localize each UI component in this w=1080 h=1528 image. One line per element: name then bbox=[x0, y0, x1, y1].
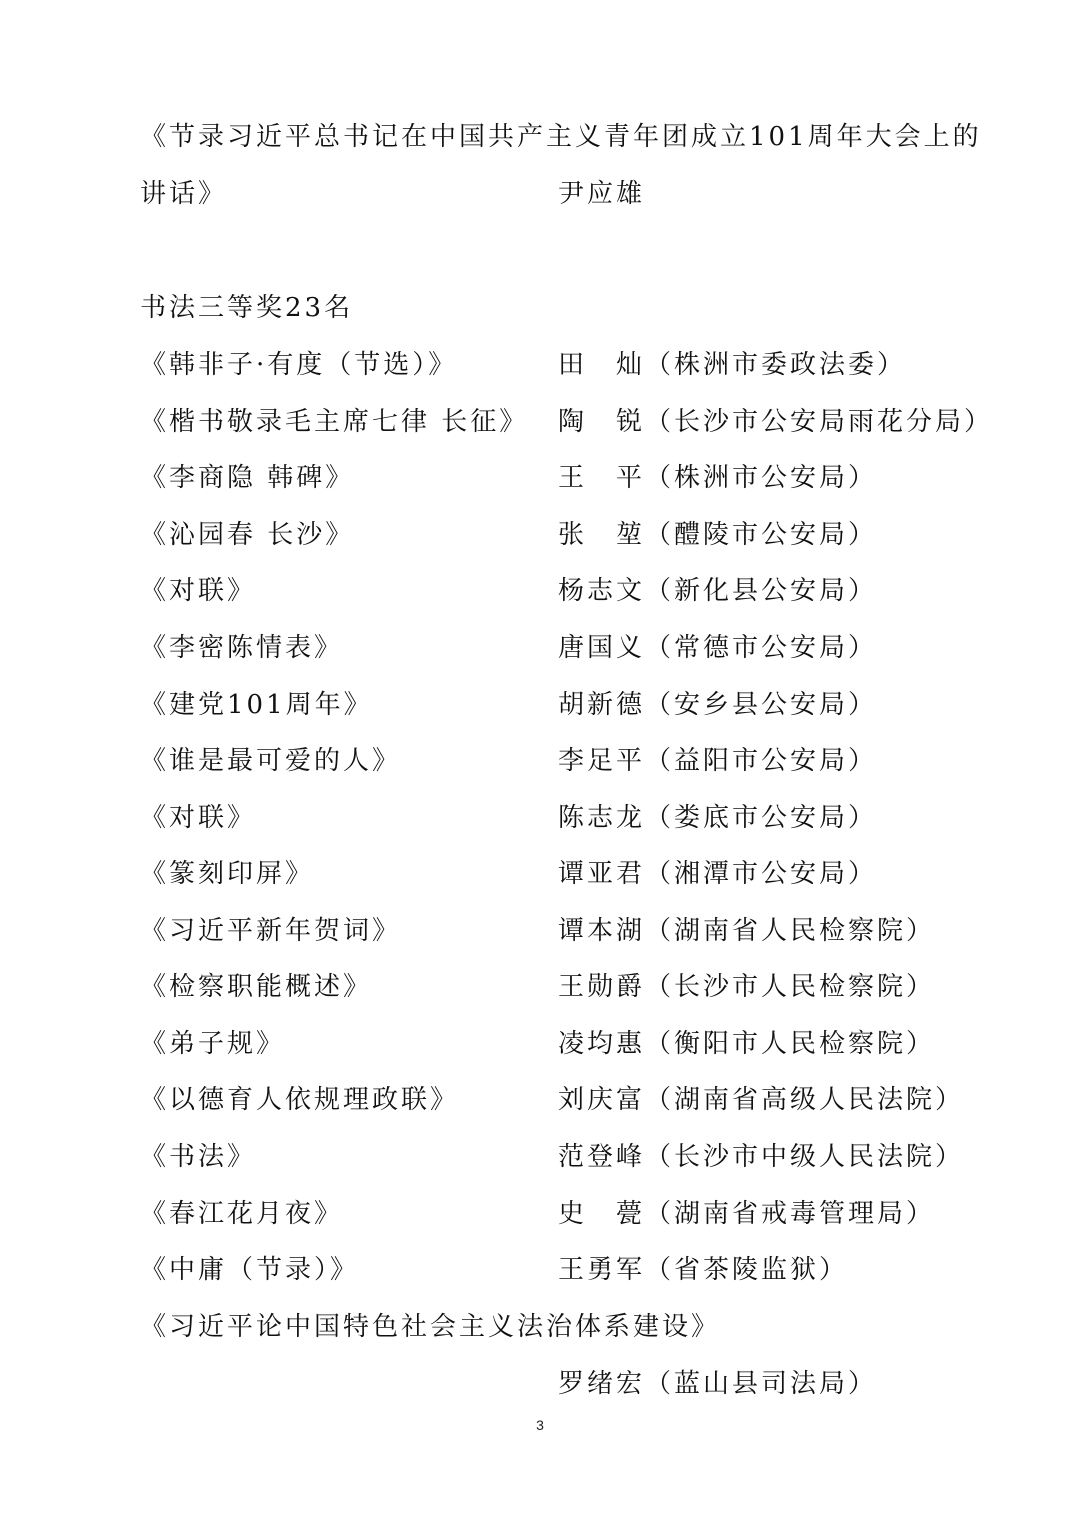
section-heading: 书法三等奖23名 bbox=[140, 293, 354, 323]
entry-author: 张 堃（醴陵市公安局） bbox=[558, 520, 878, 550]
entry-work: 《对联》 bbox=[140, 576, 257, 606]
entry-author: 王 平（株洲市公安局） bbox=[558, 463, 878, 493]
entry-author: 王勋爵（长沙市人民检察院） bbox=[558, 972, 936, 1002]
entry-work: 《中庸（节录）》 bbox=[140, 1255, 360, 1285]
entry-author: 杨志文（新化县公安局） bbox=[558, 576, 878, 606]
entry-author: 谭亚君（湘潭市公安局） bbox=[558, 859, 878, 889]
entry-work: 《建党101周年》 bbox=[140, 690, 373, 720]
entry-author: 陈志龙（娄底市公安局） bbox=[558, 803, 878, 833]
entry-author: 史 甍（湖南省戒毒管理局） bbox=[558, 1199, 936, 1229]
entry-author: 王勇军（省茶陵监狱） bbox=[558, 1255, 849, 1285]
entry-work: 《检察职能概述》 bbox=[140, 972, 373, 1002]
long-entry-work: 《习近平论中国特色社会主义法治体系建设》 bbox=[140, 1312, 721, 1342]
entry-author: 田 灿（株洲市委政法委） bbox=[558, 350, 907, 380]
entry-work: 《李密陈情表》 bbox=[140, 633, 344, 663]
page-number: 3 bbox=[536, 1417, 544, 1433]
intro-title-line1: 《节录习近平总书记在中国共产主义青年团成立101周年大会上的 bbox=[140, 122, 982, 152]
entry-author: 凌均惠（衡阳市人民检察院） bbox=[558, 1029, 936, 1059]
entry-work: 《以德育人依规理政联》 bbox=[140, 1085, 460, 1115]
long-entry-author: 罗绪宏（蓝山县司法局） bbox=[558, 1369, 878, 1399]
intro-author: 尹应雄 bbox=[558, 179, 646, 209]
entry-author: 李足平（益阳市公安局） bbox=[558, 746, 878, 776]
entry-work: 《韩非子·有度（节选）》 bbox=[140, 350, 458, 380]
entry-work: 《楷书敬录毛主席七律 长征》 bbox=[140, 407, 529, 437]
entry-author: 胡新德（安乡县公安局） bbox=[558, 690, 878, 720]
intro-title-line2: 讲话》 bbox=[140, 179, 228, 209]
entry-work: 《沁园春 长沙》 bbox=[140, 520, 355, 550]
entry-author: 唐国义（常德市公安局） bbox=[558, 633, 878, 663]
entry-work: 《谁是最可爱的人》 bbox=[140, 746, 402, 776]
entry-author: 谭本湖（湖南省人民检察院） bbox=[558, 916, 936, 946]
entry-work: 《书法》 bbox=[140, 1142, 257, 1172]
entry-work: 《对联》 bbox=[140, 803, 257, 833]
entry-work: 《习近平新年贺词》 bbox=[140, 916, 402, 946]
entry-author: 陶 锐（长沙市公安局雨花分局） bbox=[558, 407, 994, 437]
entry-author: 范登峰（长沙市中级人民法院） bbox=[558, 1142, 965, 1172]
entry-work: 《篆刻印屏》 bbox=[140, 859, 315, 889]
entry-work: 《春江花月夜》 bbox=[140, 1199, 344, 1229]
entry-work: 《弟子规》 bbox=[140, 1029, 286, 1059]
entry-work: 《李商隐 韩碑》 bbox=[140, 463, 355, 493]
entry-author: 刘庆富（湖南省高级人民法院） bbox=[558, 1085, 965, 1115]
